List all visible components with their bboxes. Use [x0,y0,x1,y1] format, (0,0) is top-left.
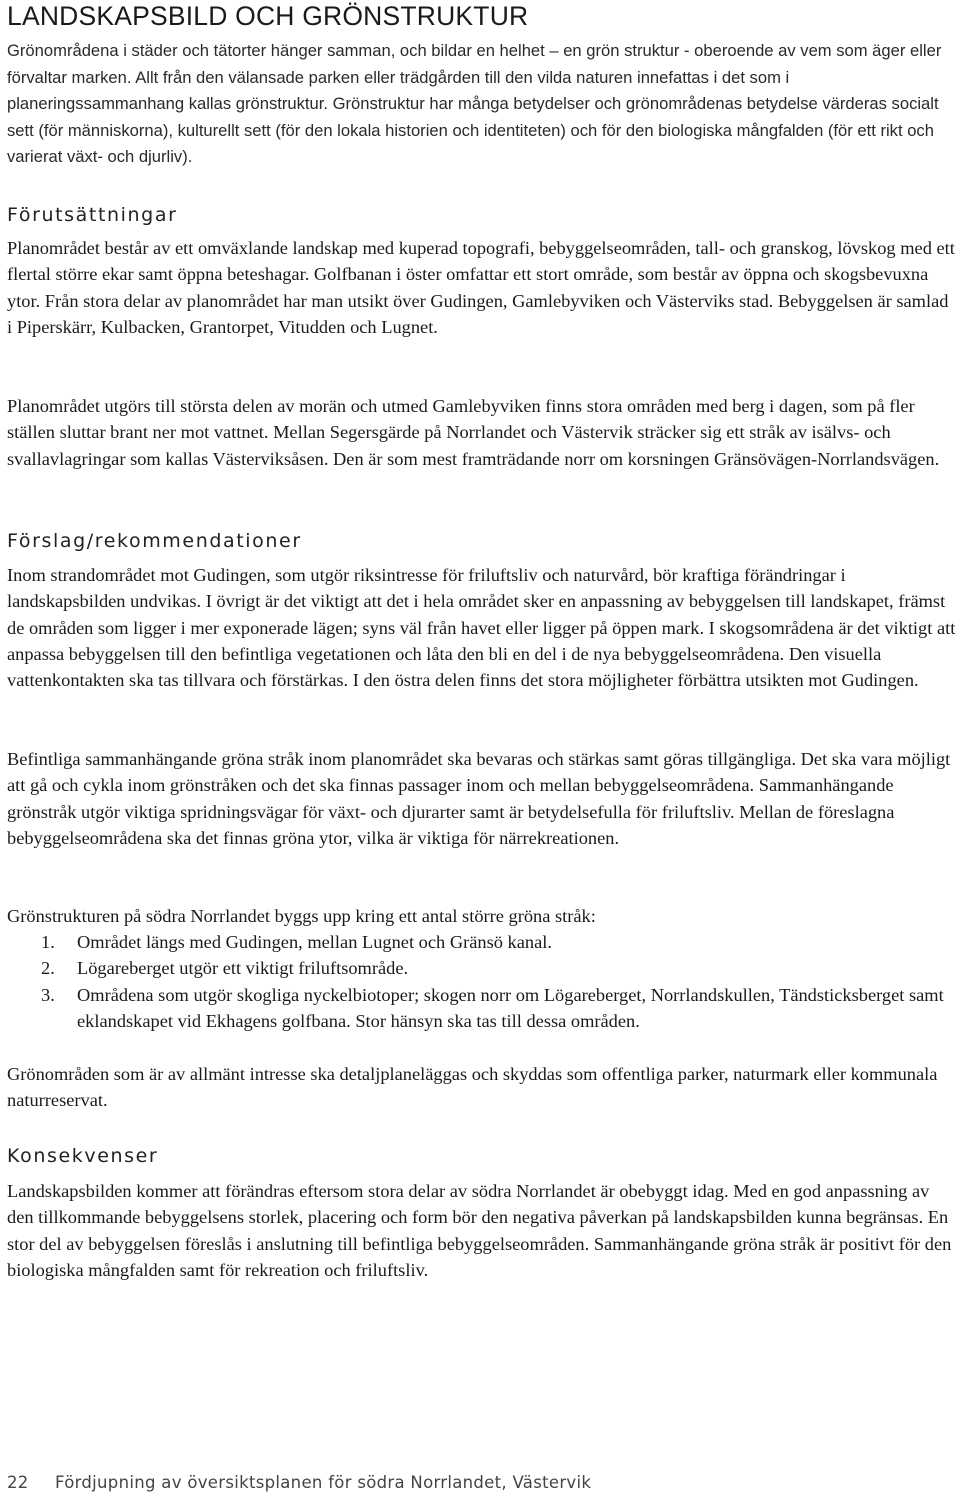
section-heading-forslag: Förslag/rekommendationer [7,530,302,552]
green-corridor-list [7,929,957,1034]
list-item [7,982,957,1035]
forslag-paragraph-3: Grönstrukturen på södra Norrlandet byggs upp kring ett antal större gröna stråk: [7,906,596,926]
list-item-text: Områdena som utgör skogliga nyckelbiotoper; skogen norr om Lögareberget, Norrlandskullen, Tändsticksberget samt eklandskapet vid Ekhagens golfbana. Stor hänsyn ska tas till dessa områden. [77,984,944,1031]
list-item-number: 2. [41,958,55,979]
intro-paragraph: Grönområdena i städer och tätorter hänger samman, och bildar en helhet – en grön struktur - oberoende av vem som äger eller förvaltar marken. Allt från den välansade parken eller trädgården till den vilda naturen innefattas i det som i planeringssammanhang kallas grönstruktur. Grönstruktur har många betydelser och grönområdenas betydelse värderas socialt sett (för människorna), kulturellt sett (för den lokala historien och identiteten) och för den biologiska mångfalden (för ett rikt och varierat växt- och djurliv). [7,41,942,166]
list-item-number: 1. [41,932,55,952]
forutsattningar-paragraph-1: Planområdet består av ett omväxlande landskap med kuperad topografi, bebyggelseområden, tall- och granskog, lövskog med ett flertal större ekar samt öppna beteshagar. Golfbanan i öster omfattar ett stort område, som består av öppna och skogsbevuxna ytor. Från stora delar av planområdet har man utsikt över Gudingen, Gamlebyviken och Västerviks stad. Bebyggelsen är samlad i Piperskärr, Kulbacken, Grantorpet, Vitudden och Lugnet. [7,238,955,337]
list-item [7,929,957,955]
konsekvenser-paragraph-1: Landskapsbilden kommer att förändras eftersom stora delar av södra Norrlandet är obebyggt idag. Med en god anpassning av den tillkommande bebyggelsens storlek, placering och form bör den negativa påverkan på landskapsbilden kunna begränsas. En stor del av bebyggelsen föreslås i anslutning till befintliga bebyggelseområden. Sammanhängande gröna stråk är positivt för den biologiska mångfalden samt för rekreation och friluftsliv. [7,1181,952,1280]
forutsattningar-paragraph-2: Planområdet utgörs till största delen av morän och utmed Gamlebyviken finns stora områden med berg i dagen, som på fler ställen sluttar brant ner mot vattnet. Mellan Segersgärde på Norrlandet och Västervik sträcker sig ett stråk av isälvs- och svallavlagringar som kallas Västerviksåsen. Den är som mest framträdande norr om korsningen Gränsövägen-Norrlandsvägen. [7,396,940,469]
list-item-number: 3. [41,984,55,1005]
forslag-paragraph-4: Grönområden som är av allmänt intresse ska detaljplaneläggas och skyddas som offentliga parker, naturmark eller kommunala naturreservat. [7,1064,938,1111]
page-title: LANDSKAPSBILD OCH GRÖNSTRUKTUR [7,1,529,31]
forslag-paragraph-2: Befintliga sammanhängande gröna stråk inom planområdet ska bevaras och stärkas samt göras tillgängliga. Det ska vara möjligt att gå och cykla inom grönstråken och det ska finnas passager inom och mellan bebyggelseområdena. Sammanhängande grönstråk utgör viktiga spridningsvägar för växt- och djurarter samt är betydelsefulla för friluftsliv. Mellan de föreslagna bebyggelseområdena ska det finnas gröna ytor, vilka är viktiga för närrekreationen. [7,749,951,848]
section-heading-forutsattningar: Förutsättningar [7,204,178,226]
page-footer [7,1473,591,1492]
section-heading-konsekvenser: Konsekvenser [7,1145,159,1167]
list-item-text: Lögareberget utgör ett viktigt friluftsområde. [77,958,409,979]
list-item-text: Området längs med Gudingen, mellan Lugnet och Gränsö kanal. [77,932,552,952]
forslag-paragraph-1: Inom strandområdet mot Gudingen, som utgör riksintresse för friluftsliv och naturvård, bör kraftiga förändringar i landskapsbilden undvikas. I övrigt är det viktigt att det i hela området sker en anpassning av bebyggelsen till landskapet, främst de områden som ligger i mer exponerade lägen; syns väl från havet eller ligger på öppen mark. I skogsområdena är det viktigt att anpassa bebyggelsen till den befintliga vegetationen och låta den bli en del i de nya bebyggelseområdena. Den visuella vattenkontakten ska tas tillvara och förstärkas. I den östra delen finns det stora möjligheter förbättra utsikten mot Gudingen. [7,565,956,691]
list-item [7,955,957,981]
page-number: 22 [7,1473,29,1492]
footer-title: Fördjupning av översiktsplanen för södra Norrlandet, Västervik [55,1473,592,1492]
